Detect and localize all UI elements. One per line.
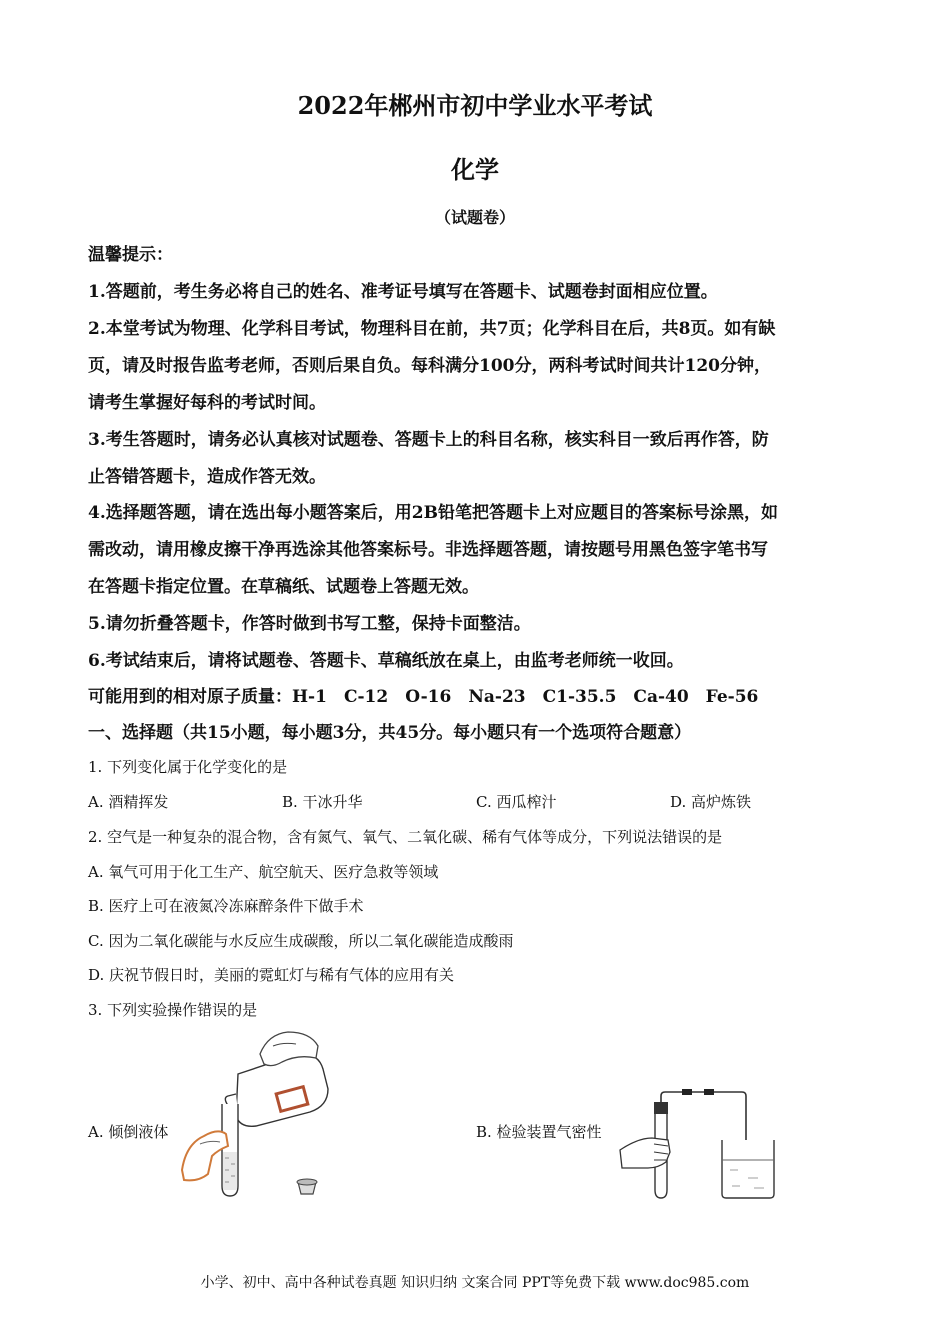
tip-line: 6.考试结束后，请将试题卷、答题卡、草稿纸放在桌上，由监考老师统一收回。 <box>88 651 684 671</box>
question-3-option-a: A. 倾倒液体 <box>88 1123 169 1141</box>
tip-line: 页，请及时报告监考老师，否则后果自负。每科满分100分，两科考试时间共计120分钟， <box>88 356 771 376</box>
section-heading: 一、选择题（共15小题，每小题3分，共45分。每小题只有一个选项符合题意） <box>88 723 692 743</box>
tip-line: 5.请勿折叠答题卡，作答时做到书写工整，保持卡面整洁。 <box>88 614 531 634</box>
subject-title: 化学 <box>451 155 499 184</box>
footer-text: 小学、初中、高中各种试卷真题 知识归纳 文案合同 PPT等免费下载 www.doc985.com <box>200 1275 750 1291</box>
atomic-masses: 可能用到的相对原子质量：H-1 C-12 O-16 Na-23 C1-35.5 Ca-40 Fe-56 <box>88 687 759 707</box>
tip-line: 在答题卡指定位置。在草稿纸、试题卷上答题无效。 <box>88 577 479 597</box>
tips-heading: 温馨提示： <box>88 245 173 265</box>
question-1-option-d: D. 高炉炼铁 <box>670 793 752 811</box>
question-2-stem: 2. 空气是一种复杂的混合物，含有氮气、氧气、二氧化碳、稀有气体等成分，下列说法错误的是 <box>88 828 723 846</box>
tip-line: 2.本堂考试为物理、化学科目考试，物理科目在前，共7页；化学科目在后，共8页。如有缺 <box>88 319 776 339</box>
tip-line: 3.考生答题时，请务必认真核对试题卷、答题卡上的科目名称，核实科目一致后再作答，防 <box>88 430 769 450</box>
tip-line: 1.答题前，考生务必将自己的姓名、准考证号填写在答题卡、试题卷封面相应位置。 <box>88 282 718 302</box>
question-2-option-d: D. 庆祝节假日时，美丽的霓虹灯与稀有气体的应用有关 <box>88 966 455 984</box>
question-2-option-c: C. 因为二氧化碳能与水反应生成碳酸，所以二氧化碳能造成酸雨 <box>88 932 514 950</box>
question-1-option-c: C. 西瓜榨汁 <box>476 793 557 811</box>
question-1-option-a: A. 酒精挥发 <box>88 793 169 811</box>
question-3-stem: 3. 下列实验操作错误的是 <box>88 1001 258 1019</box>
question-1-stem: 1. 下列变化属于化学变化的是 <box>88 758 288 776</box>
paper-type: （试题卷） <box>434 208 515 227</box>
question-2-option-a: A. 氧气可用于化工生产、航空航天、医疗急救等领域 <box>88 863 439 881</box>
question-2-option-b: B. 医疗上可在液氮冷冻麻醉条件下做手术 <box>88 897 364 915</box>
question-3-option-b: B. 检验装置气密性 <box>476 1123 602 1141</box>
tip-line: 4.选择题答题，请在选出每小题答案后，用2B铅笔把答题卡上对应题目的答案标号涂黑，如 <box>88 503 778 523</box>
airtightness-figure <box>618 1088 788 1204</box>
pouring-liquid-figure <box>178 1024 338 1204</box>
exam-title: 2022年郴州市初中学业水平考试 <box>297 91 653 120</box>
tip-line: 需改动，请用橡皮擦干净再选涂其他答案标号。非选择题答题，请按题号用黑色签字笔书写 <box>88 540 768 560</box>
tip-line: 请考生掌握好每科的考试时间。 <box>88 393 326 413</box>
question-1-option-b: B. 干冰升华 <box>282 793 363 811</box>
tip-line: 止答错答题卡，造成作答无效。 <box>88 467 326 487</box>
